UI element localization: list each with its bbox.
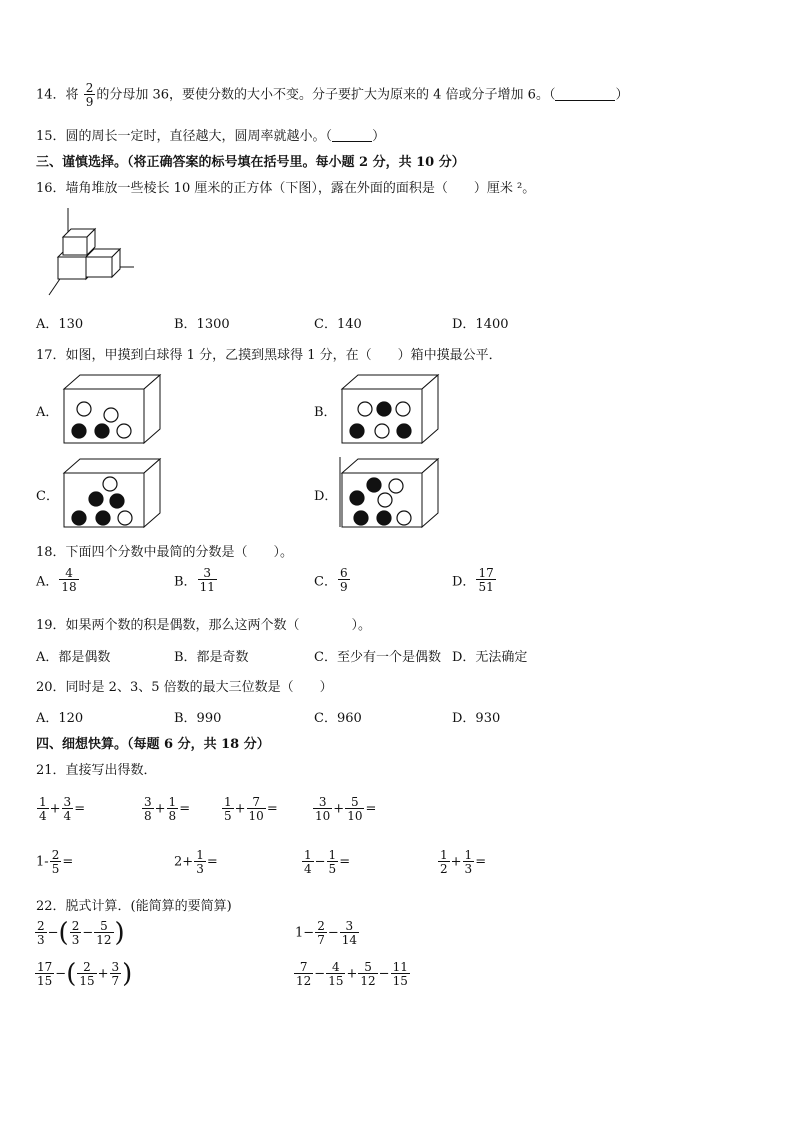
q19-option-a[interactable]: A．都是偶数 — [36, 650, 111, 665]
black-ball — [110, 494, 124, 508]
q16-option-a[interactable]: A．130 — [36, 317, 84, 332]
cube-stack-figure — [46, 205, 138, 300]
black-ball — [367, 478, 381, 492]
expr-21-1: $\frac{1}{4}$ + $\frac{3}{4}$ = — [39, 795, 86, 823]
question-22 — [36, 895, 232, 914]
ball-box-b[interactable] — [340, 373, 440, 445]
question-17 — [36, 344, 502, 363]
q19-option-c[interactable]: C．至少有一个是偶数 — [314, 650, 441, 665]
fraction: $\frac{4}{18}$ — [61, 566, 77, 594]
question-text: ．脱式计算．(能简算的要简算) — [52, 899, 232, 914]
question-text: ．将 — [52, 87, 79, 103]
q19-option-b[interactable]: B．都是奇数 — [174, 650, 249, 665]
white-ball — [118, 511, 132, 525]
question-text: ．如果两个数的积是偶数，那么这两个数（ ）。 — [52, 618, 372, 633]
expr-21-7: $\frac{1}{4}$ − $\frac{1}{5}$ = — [304, 848, 351, 876]
q20-option-d[interactable]: D．930 — [452, 711, 501, 726]
q18-option-c[interactable] — [314, 567, 351, 593]
q16-option-d[interactable]: D．1400 — [452, 317, 509, 332]
expr-21-4: $\frac{3}{10}$ + $\frac{5}{10}$ = — [315, 795, 377, 823]
expr-21-6: 2+ $\frac{1}{3}$ = — [174, 848, 218, 876]
black-ball — [377, 511, 391, 525]
white-ball — [389, 479, 403, 493]
question-number: 18 — [36, 545, 53, 560]
black-ball — [72, 424, 86, 438]
q18-option-a[interactable] — [36, 567, 80, 593]
question-text: ．下面四个分数中最简的分数是（ ）。 — [52, 545, 294, 560]
question-16 — [36, 177, 535, 196]
expr-22-4: $\frac{7}{12}$ − $\frac{4}{15}$ + $\frac{5}{12}$ − $\frac{11}{15}$ — [296, 960, 408, 988]
expr-22-2: 1− $\frac{2}{7}$ − $\frac{3}{14}$ — [295, 919, 358, 947]
q16-option-c[interactable]: C．140 — [314, 317, 362, 332]
question-number: 22 — [36, 899, 53, 914]
ball-box-d[interactable] — [338, 455, 440, 529]
option-label: D． — [452, 574, 476, 590]
question-number: 15 — [36, 129, 53, 144]
white-ball — [358, 402, 372, 416]
black-ball — [354, 511, 368, 525]
question-number: 20 — [36, 680, 53, 695]
question-text: ．圆的周长一定时，直径越大，圆周率就越小。（ — [52, 129, 333, 144]
expr-22-1: $\frac{2}{3}$ −( $\frac{2}{3}$ − $\frac{5}{12}$ ) — [37, 918, 125, 948]
fraction: $\frac{2}{9}$ — [85, 81, 94, 109]
section-4-heading: 四、细想快算。（每题 6 分，共 18 分） — [36, 737, 270, 752]
white-ball — [117, 424, 131, 438]
expr-21-8: $\frac{1}{2}$ + $\frac{1}{3}$ = — [440, 848, 487, 876]
question-number: 16 — [36, 181, 53, 196]
black-ball — [350, 424, 364, 438]
fraction: $\frac{6}{9}$ — [339, 566, 348, 594]
black-ball — [95, 424, 109, 438]
black-ball — [350, 491, 364, 505]
close-paren: ） — [372, 129, 386, 144]
q18-option-b[interactable] — [174, 567, 218, 593]
option-label: A． — [36, 574, 59, 590]
black-ball — [377, 402, 391, 416]
white-ball — [378, 493, 392, 507]
ball-box-c[interactable] — [62, 457, 162, 529]
question-number: 14 — [36, 87, 53, 103]
question-number: 17 — [36, 348, 53, 363]
q20-option-a[interactable]: A．120 — [36, 711, 84, 726]
expr-22-3: $\frac{17}{15}$ −( $\frac{2}{15}$ + $\frac{3}{7}$ ) — [37, 959, 133, 989]
question-text: ．如图，甲摸到白球得 1 分，乙摸到黑球得 1 分，在（ ）箱中摸最公平． — [52, 348, 502, 363]
question-text: ．同时是 2、3、5 倍数的最大三位数是（ ） — [52, 680, 333, 695]
fraction: $\frac{3}{11}$ — [199, 566, 215, 594]
question-15 — [36, 125, 385, 144]
ball-box-a[interactable] — [62, 373, 162, 445]
question-text: ．墙角堆放一些棱长 10 厘米的正方体（下图），露在外面的面积是（ ）厘米 ²。 — [52, 181, 536, 196]
question-14 — [36, 82, 628, 108]
question-18 — [36, 541, 293, 560]
black-ball — [96, 511, 110, 525]
option-label: C． — [314, 574, 337, 590]
q17-option-d-label[interactable]: D． — [314, 489, 338, 504]
question-19 — [36, 614, 371, 633]
q20-option-b[interactable]: B．990 — [174, 711, 222, 726]
white-ball — [104, 408, 118, 422]
answer-blank[interactable] — [332, 129, 372, 142]
q16-option-b[interactable]: B．1300 — [174, 317, 230, 332]
question-21 — [36, 759, 157, 778]
white-ball — [103, 477, 117, 491]
q19-option-d[interactable]: D．无法确定 — [452, 650, 528, 665]
white-ball — [375, 424, 389, 438]
expr-21-5: 1- $\frac{2}{5}$ = — [36, 848, 74, 876]
question-number: 21 — [36, 763, 53, 778]
q18-option-d[interactable] — [452, 567, 497, 593]
white-ball — [397, 511, 411, 525]
black-ball — [89, 492, 103, 506]
question-number: 19 — [36, 618, 53, 633]
expr-21-3: $\frac{1}{5}$ + $\frac{7}{10}$ = — [224, 795, 278, 823]
fraction: $\frac{17}{51}$ — [478, 566, 494, 594]
white-ball — [396, 402, 410, 416]
answer-blank[interactable] — [555, 88, 615, 101]
black-ball — [72, 511, 86, 525]
q20-option-c[interactable]: C．960 — [314, 711, 362, 726]
question-text: ．直接写出得数． — [52, 763, 157, 778]
q17-option-b-label[interactable]: B． — [314, 405, 337, 420]
q17-option-a-label[interactable]: A． — [36, 405, 59, 420]
white-ball — [77, 402, 91, 416]
q17-option-c-label[interactable]: C． — [36, 489, 59, 504]
close-paren: ） — [615, 87, 629, 103]
expr-21-2: $\frac{3}{8}$ + $\frac{1}{8}$ = — [144, 795, 191, 823]
black-ball — [397, 424, 411, 438]
question-20 — [36, 676, 333, 695]
option-label: B． — [174, 574, 197, 590]
section-3-heading: 三、谨慎选择。（将正确答案的标号填在括号里。每小题 2 分，共 10 分） — [36, 155, 465, 170]
question-text: 的分母加 36，要使分数的大小不变。分子要扩大为原来的 4 倍或分子增加 6。（ — [96, 87, 556, 103]
